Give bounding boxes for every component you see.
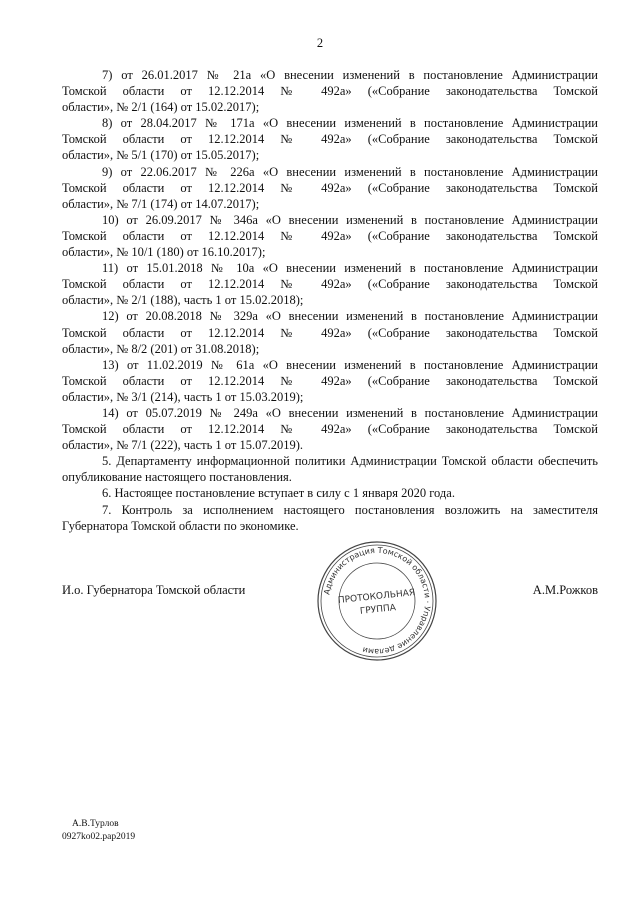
amendment-line: области», № 7/1 (174) от 14.07.2017); <box>62 196 260 211</box>
amendment-item <box>62 405 598 453</box>
amendment-item <box>62 115 598 163</box>
amendment-line: области», № 7/1 (222), часть 1 от 15.07.2019). <box>62 438 304 453</box>
amendment-line: 13) от 11.02.2019 № 61а «О внесении изменений в постановление Администрации <box>102 357 598 372</box>
amendment-line: 8) от 28.04.2017 № 171а «О внесении изменений в постановление Администрации <box>102 116 598 131</box>
page-number: 2 <box>316 36 324 50</box>
signatory-name: А.М.Рожков <box>532 583 598 597</box>
footer-file-code: 0927ko02.pap2019 <box>62 832 136 842</box>
amendment-line: области», № 5/1 (170) от 15.05.2017); <box>62 148 260 163</box>
footer-author: А.В.Турлов <box>72 819 119 829</box>
stamp-outer-text: Администрация Томской области · Управление делами <box>322 545 433 657</box>
amendment-item <box>62 164 598 212</box>
amendment-line: Томской области от 12.12.2014 № 492а» («Собрание законодательства Томской <box>62 422 598 437</box>
amendment-line: Томской области от 12.12.2014 № 492а» («Собрание законодательства Томской <box>62 84 598 99</box>
signatory-position: И.о. Губернатора Томской области <box>62 583 246 597</box>
amendment-line: области», № 8/2 (201) от 31.08.2018); <box>62 341 260 356</box>
amendment-item <box>62 308 598 356</box>
amendment-line: Томской области от 12.12.2014 № 492а» («Собрание законодательства Томской <box>62 228 598 243</box>
document-body <box>62 67 598 534</box>
amendment-item <box>62 260 598 308</box>
amendment-line: Томской области от 12.12.2014 № 492а» («Собрание законодательства Томской <box>62 180 598 195</box>
stamp-center-line1: ПРОТОКОЛЬНАЯ <box>337 588 416 607</box>
stamp-center-line2: ГРУППА <box>359 603 397 617</box>
amendment-line: 7) от 26.01.2017 № 21а «О внесении изменений в постановление Администрации <box>102 68 598 82</box>
amendment-line: 11) от 15.01.2018 № 10а «О внесении изменений в постановление Администрации <box>102 261 598 276</box>
amendments-list <box>62 67 598 453</box>
amendment-item <box>62 212 598 260</box>
paragraph-7: 7. Контроль за исполнением настоящего постановления возложить на заместителя Губернатора Томской области по экономике. <box>62 502 598 533</box>
official-stamp <box>316 540 438 662</box>
amendment-line: области», № 2/1 (164) от 15.02.2017); <box>62 100 260 115</box>
amendment-line: 9) от 22.06.2017 № 226а «О внесении изменений в постановление Администрации <box>102 164 598 179</box>
amendment-line: Томской области от 12.12.2014 № 492а» («Собрание законодательства Томской <box>62 325 598 340</box>
amendment-line: области», № 3/1 (214), часть 1 от 15.03.2019); <box>62 389 304 404</box>
amendment-line: 10) от 26.09.2017 № 346а «О внесении изменений в постановление Администрации <box>102 212 598 227</box>
paragraph-6: 6. Настоящее постановление вступает в силу с 1 января 2020 года. <box>102 486 455 501</box>
amendment-line: Томской области от 12.12.2014 № 492а» («Собрание законодательства Томской <box>62 373 598 388</box>
amendment-line: области», № 2/1 (188), часть 1 от 15.02.2018); <box>62 293 304 308</box>
amendment-line: Томской области от 12.12.2014 № 492а» («Собрание законодательства Томской <box>62 132 598 147</box>
amendment-line: Томской области от 12.12.2014 № 492а» («Собрание законодательства Томской <box>62 277 598 292</box>
amendment-line: области», № 10/1 (180) от 16.10.2017); <box>62 245 266 260</box>
amendment-line: 12) от 20.08.2018 № 329а «О внесении изменений в постановление Администрации <box>102 309 598 324</box>
paragraph-5: 5. Департаменту информационной политики Администрации Томской области обеспечить опубликование настоящего постановления. <box>62 454 598 485</box>
footer <box>62 818 135 844</box>
amendment-line: 14) от 05.07.2019 № 249а «О внесении изменений в постановление Администрации <box>102 405 598 420</box>
amendment-item <box>62 67 598 115</box>
amendment-item <box>62 357 598 405</box>
